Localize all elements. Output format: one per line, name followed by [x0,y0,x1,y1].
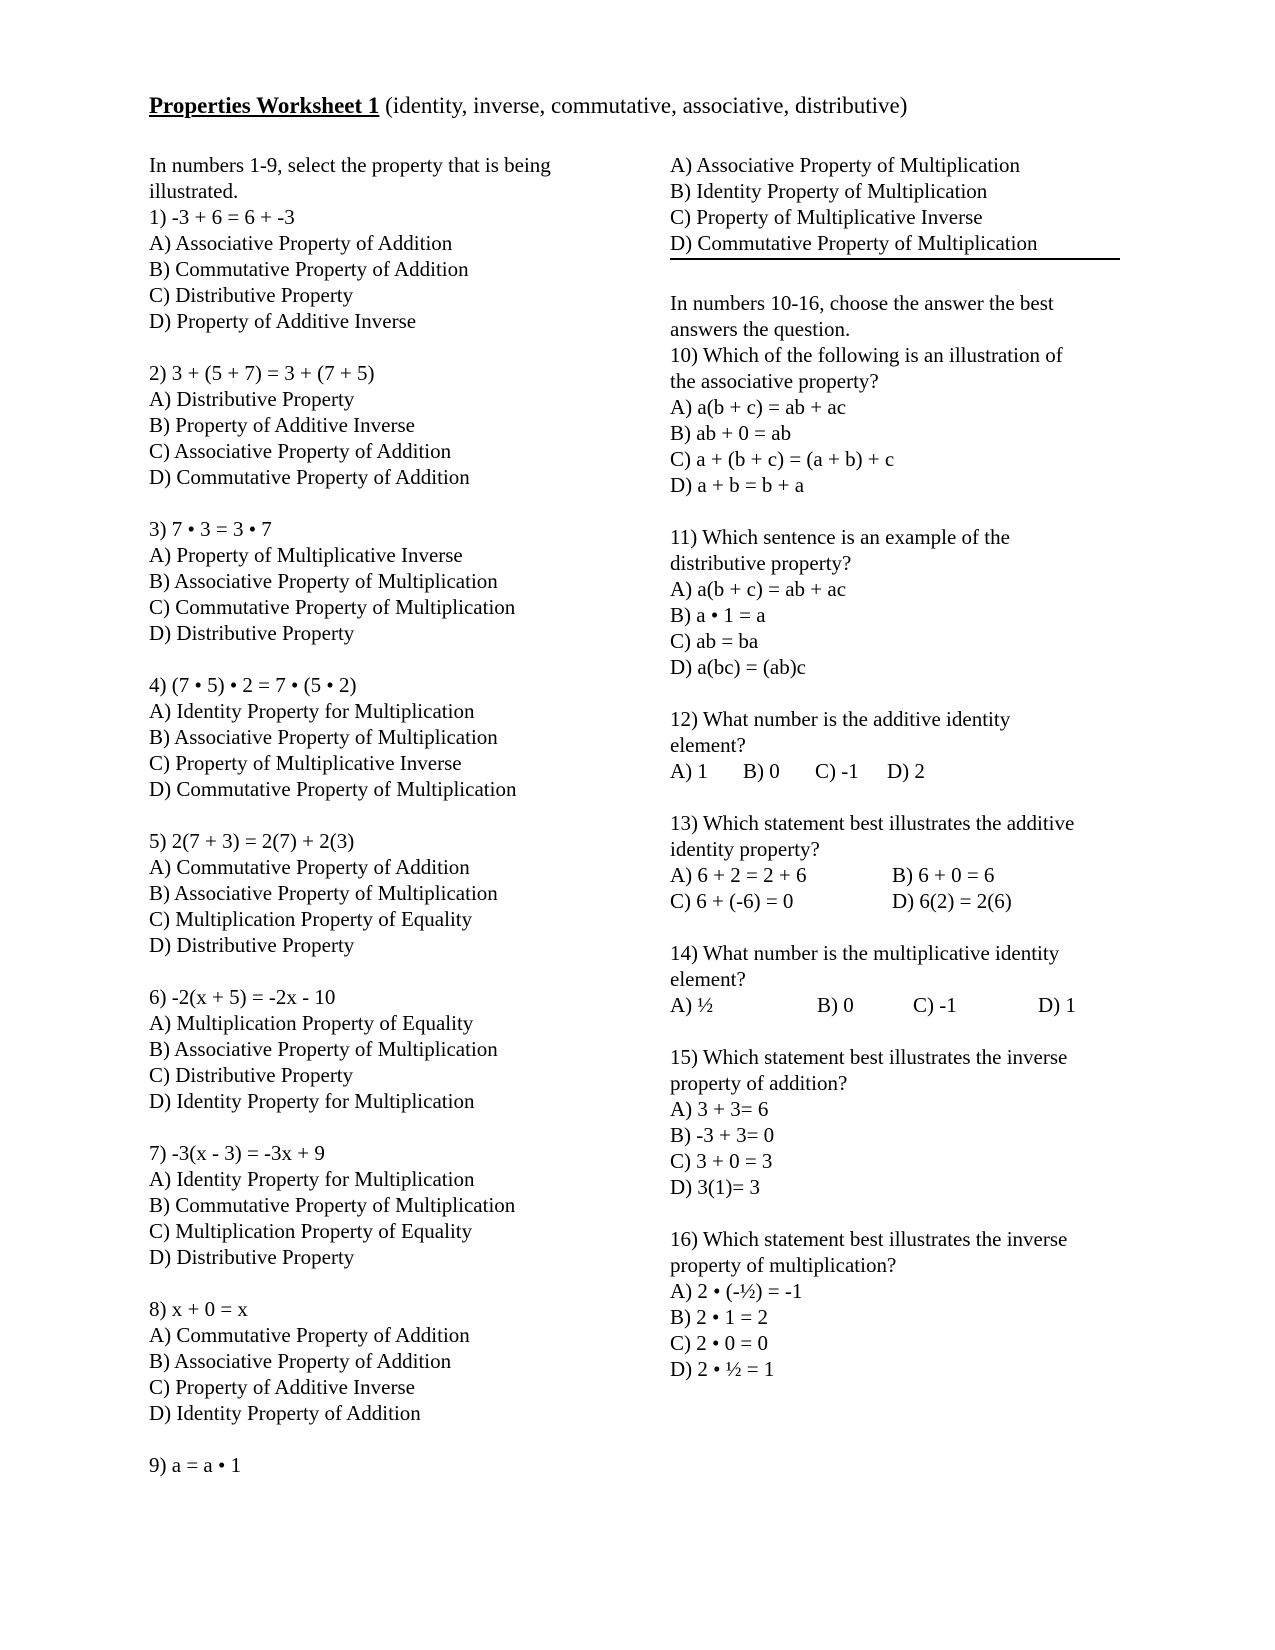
instructions-line: In numbers 10-16, choose the answer the best [670,291,1054,315]
question-4 [149,672,619,802]
question-stem: element? [670,733,746,757]
option-c: C) Distributive Property [149,283,354,307]
option-c: C) ab = ba [670,629,759,653]
question-stem: 5) 2(7 + 3) = 2(7) + 2(3) [149,829,355,853]
option-c: C) -1 [815,759,859,783]
question-3 [149,516,619,646]
option-b: B) 0 [743,759,780,783]
question-16 [670,1226,1130,1382]
option-a: A) 6 + 2 = 2 + 6 [670,863,807,887]
question-stem: 16) Which statement best illustrates the inverse [670,1227,1068,1251]
option-b: B) Identity Property of Multiplication [670,179,988,203]
option-d: D) Commutative Property of Addition [149,465,470,489]
option-a: A) Associative Property of Multiplication [670,153,1020,177]
question-2 [149,360,619,490]
option-c: C) 3 + 0 = 3 [670,1149,773,1173]
question-stem: 6) -2(x + 5) = -2x - 10 [149,985,336,1009]
question-stem: 11) Which sentence is an example of the [670,525,1010,549]
option-d: D) Distributive Property [149,621,355,645]
option-d: D) Identity Property for Multiplication [149,1089,475,1113]
option-d: D) Identity Property of Addition [149,1401,421,1425]
options-row [670,862,1130,888]
question-7 [149,1140,619,1270]
question-6 [149,984,619,1114]
option-d: D) 6(2) = 2(6) [892,889,1012,913]
question-15 [670,1044,1130,1200]
option-a: A) Multiplication Property of Equality [149,1011,474,1035]
option-a: A) a(b + c) = ab + ac [670,395,847,419]
option-a: A) Commutative Property of Addition [149,855,470,879]
option-d: D) 2 [887,759,925,783]
option-d: D) 3(1)= 3 [670,1175,760,1199]
option-d: D) a + b = b + a [670,473,805,497]
question-13 [670,810,1130,914]
option-b: B) Commutative Property of Addition [149,257,469,281]
option-c: C) a + (b + c) = (a + b) + c [670,447,895,471]
question-stem: 15) Which statement best illustrates the inverse [670,1045,1068,1069]
options-row [670,992,1130,1018]
options-row [670,758,1130,784]
option-b: B) Associative Property of Multiplication [149,1037,498,1061]
option-c: C) Multiplication Property of Equality [149,907,473,931]
question-stem: distributive property? [670,551,852,575]
question-stem: 9) a = a • 1 [149,1453,242,1477]
option-c: C) Property of Additive Inverse [149,1375,415,1399]
question-1 [149,204,619,334]
option-c: C) Property of Multiplicative Inverse [670,205,983,229]
question-stem: 2) 3 + (5 + 7) = 3 + (7 + 5) [149,361,375,385]
option-d: D) Distributive Property [149,1245,355,1269]
question-stem: the associative property? [670,369,879,393]
option-a: A) Commutative Property of Addition [149,1323,470,1347]
instructions-line: answers the question. [670,317,851,341]
option-c: C) 2 • 0 = 0 [670,1331,768,1355]
option-a: A) a(b + c) = ab + ac [670,577,847,601]
option-b: B) 6 + 0 = 6 [892,863,995,887]
question-stem: 12) What number is the additive identity [670,707,1011,731]
right-column [670,152,1130,1382]
option-d: D) Commutative Property of Multiplication [670,231,1038,255]
options-row [670,888,1130,914]
question-stem: 8) x + 0 = x [149,1297,248,1321]
left-column [149,152,619,1478]
option-c: C) 6 + (-6) = 0 [670,889,794,913]
question-stem: 1) -3 + 6 = 6 + -3 [149,205,295,229]
option-d: D) 1 [1038,993,1076,1017]
option-b: B) a • 1 = a [670,603,766,627]
option-b: B) Property of Additive Inverse [149,413,415,437]
question-stem: identity property? [670,837,820,861]
option-a: A) Identity Property for Multiplication [149,699,475,723]
option-b: B) Associative Property of Multiplication [149,725,498,749]
option-b: B) 2 • 1 = 2 [670,1305,768,1329]
option-d: D) Property of Additive Inverse [149,309,417,333]
option-a: A) ½ [670,993,714,1017]
option-a: A) Associative Property of Addition [149,231,453,255]
question-stem: 7) -3(x - 3) = -3x + 9 [149,1141,325,1165]
question-stem: property of addition? [670,1071,848,1095]
option-c: C) Multiplication Property of Equality [149,1219,473,1243]
question-9-options [670,152,1130,256]
option-b: B) Associative Property of Multiplication [149,881,498,905]
option-b: B) 0 [817,993,854,1017]
option-c: C) -1 [913,993,957,1017]
option-a: A) Identity Property for Multiplication [149,1167,475,1191]
question-12 [670,706,1130,784]
option-b: B) -3 + 3= 0 [670,1123,775,1147]
instructions-line: illustrated. [149,179,239,203]
question-stem: 10) Which of the following is an illustration of [670,343,1063,367]
option-a: A) 2 • (-½) = -1 [670,1279,803,1303]
option-d: D) a(bc) = (ab)c [670,655,807,679]
question-5 [149,828,619,958]
option-d: D) Distributive Property [149,933,355,957]
option-b: B) Commutative Property of Multiplication [149,1193,516,1217]
option-b: B) ab + 0 = ab [670,421,792,445]
worksheet-title [149,92,907,119]
instructions-line: In numbers 1-9, select the property that is being [149,153,551,177]
option-c: C) Associative Property of Addition [149,439,452,463]
question-10 [670,342,1130,498]
title-subtitle: (identity, inverse, commutative, associative, distributive) [385,93,908,118]
option-b: B) Associative Property of Multiplication [149,569,498,593]
title-main: Properties Worksheet 1 [149,93,380,118]
question-stem: property of multiplication? [670,1253,897,1277]
question-11 [670,524,1130,680]
option-c: C) Distributive Property [149,1063,354,1087]
option-c: C) Property of Multiplicative Inverse [149,751,462,775]
option-c: C) Commutative Property of Multiplication [149,595,516,619]
question-8 [149,1296,619,1426]
question-9-stem [149,1452,619,1478]
option-d: D) Commutative Property of Multiplication [149,777,517,801]
question-stem: element? [670,967,746,991]
question-stem: 3) 7 • 3 = 3 • 7 [149,517,272,541]
option-a: A) Property of Multiplicative Inverse [149,543,463,567]
question-stem: 14) What number is the multiplicative identity [670,941,1060,965]
option-d: D) 2 • ½ = 1 [670,1357,775,1381]
question-stem: 4) (7 • 5) • 2 = 7 • (5 • 2) [149,673,357,697]
option-a: A) 1 [670,759,708,783]
option-b: B) Associative Property of Addition [149,1349,452,1373]
option-a: A) 3 + 3= 6 [670,1097,769,1121]
question-stem: 13) Which statement best illustrates the additive [670,811,1075,835]
question-14 [670,940,1130,1018]
option-a: A) Distributive Property [149,387,355,411]
